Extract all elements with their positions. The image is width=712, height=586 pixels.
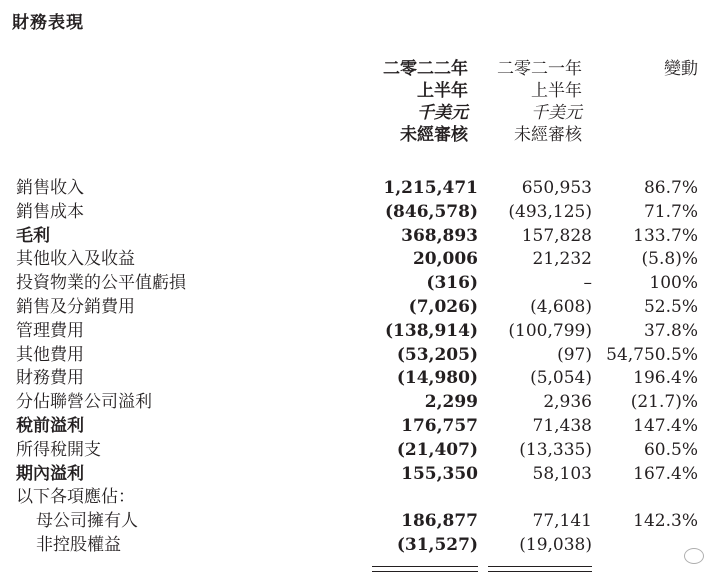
value-2022: (7,026): [408, 296, 478, 317]
header-unit: 千美元: [531, 103, 582, 123]
value-change: 196.4%: [633, 368, 698, 389]
value-2021: –: [583, 273, 592, 294]
value-change: (21.7)%: [630, 392, 698, 413]
header-year: 二零二一年: [497, 59, 582, 79]
row-label: 其他費用: [16, 344, 84, 365]
value-2021: 77,141: [532, 511, 592, 532]
value-change: 60.5%: [643, 439, 698, 460]
header-period: 上半年: [417, 81, 468, 101]
value-2021: 2,936: [543, 392, 592, 413]
table-row: [0, 296, 712, 320]
table-row: [0, 272, 712, 296]
value-2022: (138,914): [385, 320, 478, 341]
header-period: 上半年: [531, 81, 582, 101]
value-2022: (53,205): [396, 344, 478, 365]
value-change: 133.7%: [633, 225, 698, 246]
table-row: [0, 344, 712, 368]
value-2022: 20,006: [412, 249, 478, 270]
value-2021: 71,438: [532, 415, 592, 436]
table-row: [0, 534, 712, 558]
row-label: 銷售成本: [16, 201, 84, 222]
value-change: 147.4%: [633, 415, 698, 436]
row-label: 以下各項應佔：: [16, 487, 135, 508]
row-label: 投資物業的公平值虧損: [16, 273, 186, 294]
table-row: [0, 248, 712, 272]
table-row: [0, 201, 712, 225]
watermark: [684, 548, 704, 564]
row-label: 分佔聯營公司溢利: [16, 392, 152, 413]
value-2021: 21,232: [532, 249, 592, 270]
row-label: 毛利: [16, 225, 50, 246]
row-label: 期內溢利: [16, 463, 84, 484]
financial-table: [0, 177, 712, 558]
value-2021: (5,054): [530, 368, 592, 389]
value-change: 71.7%: [643, 201, 698, 222]
value-2022: 368,893: [401, 225, 478, 246]
value-2022: 186,877: [401, 511, 478, 532]
table-row: [0, 367, 712, 391]
value-2022: 155,350: [401, 463, 478, 484]
value-2022: 2,299: [424, 392, 478, 413]
column-header-change: [664, 58, 698, 80]
value-2022: 1,215,471: [383, 178, 478, 198]
table-row: [0, 486, 712, 510]
header-audit: 未經審核: [400, 125, 468, 145]
value-2022: (31,527): [396, 534, 478, 555]
value-2022: 176,757: [401, 415, 478, 436]
value-2021: (493,125): [508, 201, 592, 222]
header-unit: 千美元: [417, 103, 468, 123]
value-2021: 58,103: [532, 463, 592, 484]
row-label: 管理費用: [16, 320, 84, 341]
table-row: [0, 439, 712, 463]
page-title: 財務表現: [12, 13, 84, 33]
value-change: 167.4%: [633, 463, 698, 484]
double-underline-2021: [488, 566, 592, 572]
row-label: 財務費用: [16, 368, 84, 389]
value-2021: 157,828: [521, 225, 592, 246]
table-row: [0, 177, 712, 201]
row-label: 銷售及分銷費用: [16, 296, 135, 317]
header-audit: 未經審核: [514, 125, 582, 145]
value-change: 142.3%: [633, 511, 698, 532]
row-label: 銷售收入: [16, 178, 84, 198]
value-2022: (14,980): [396, 368, 478, 389]
row-label: 母公司擁有人: [36, 511, 138, 532]
table-row: [0, 510, 712, 534]
value-2021: (19,038): [519, 534, 592, 555]
value-2021: (13,335): [519, 439, 592, 460]
header-change-label: 變動: [664, 59, 698, 79]
row-label: 稅前溢利: [16, 415, 84, 436]
table-row: [0, 320, 712, 344]
value-2022: (316): [426, 273, 478, 294]
value-change: 100%: [649, 273, 698, 294]
table-row: [0, 225, 712, 249]
column-header-2021: [497, 58, 582, 146]
value-2022: (846,578): [385, 201, 478, 222]
row-label: 非控股權益: [36, 534, 121, 555]
value-change: 37.8%: [643, 320, 698, 341]
value-2021: (97): [557, 344, 592, 365]
table-row: [0, 463, 712, 487]
value-2021: 650,953: [521, 178, 592, 198]
value-change: 86.7%: [643, 178, 698, 198]
row-label: 所得稅開支: [16, 439, 101, 460]
value-change: (5.8)%: [641, 249, 698, 270]
value-change: 52.5%: [643, 296, 698, 317]
table-row: [0, 415, 712, 439]
value-2021: (4,608): [530, 296, 592, 317]
header-year: 二零二二年: [383, 59, 468, 79]
value-2022: (21,407): [396, 439, 478, 460]
chat-bubble-icon: [684, 548, 704, 564]
table-row: [0, 391, 712, 415]
row-label: 其他收入及收益: [16, 249, 135, 270]
value-2021: (100,799): [508, 320, 592, 341]
value-change: 54,750.5%: [606, 344, 698, 365]
column-header-2022: [383, 58, 468, 146]
double-underline-2022: [372, 566, 478, 572]
